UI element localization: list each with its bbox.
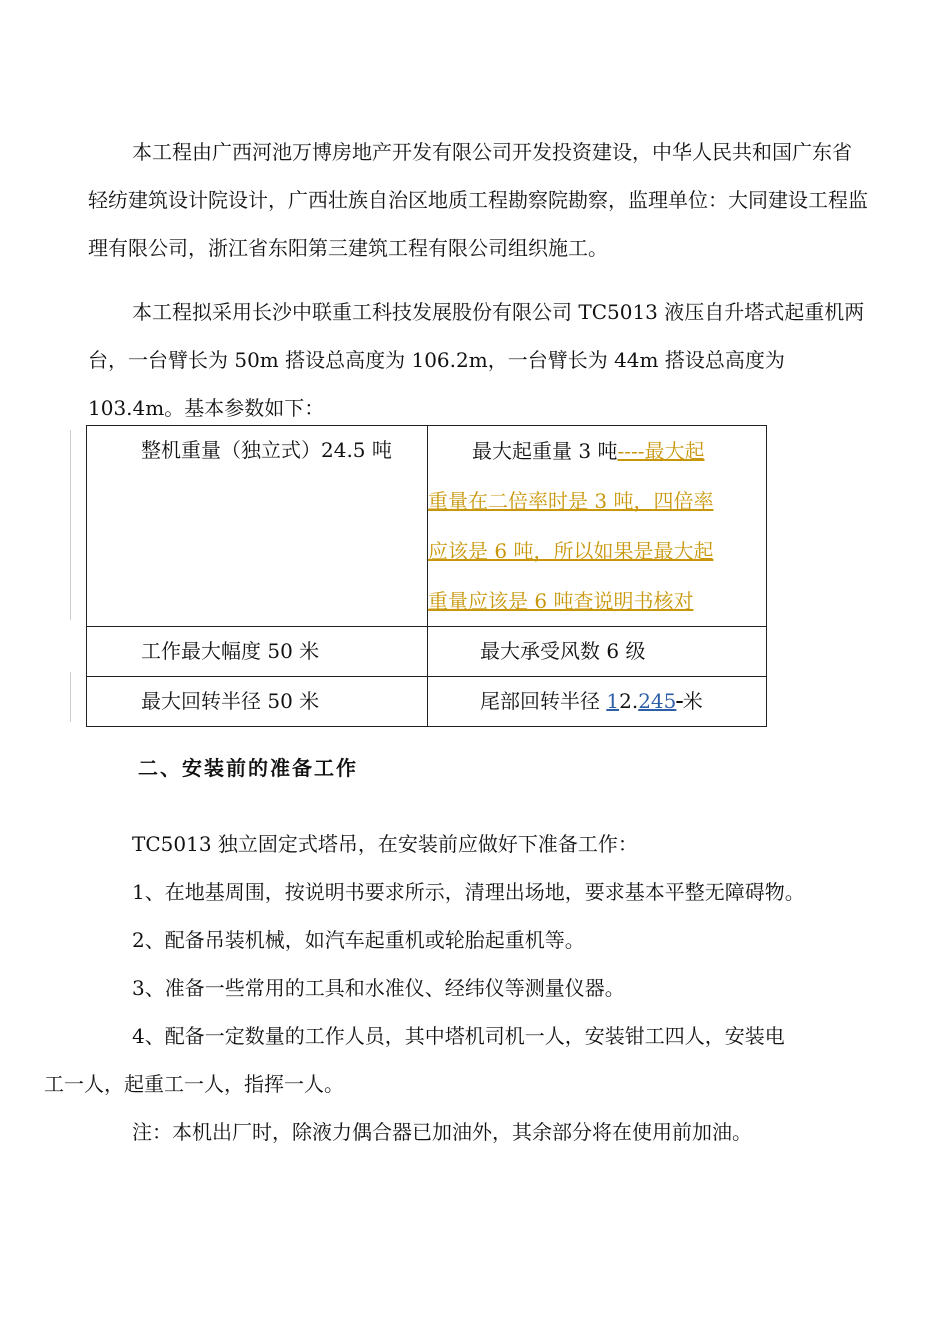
spec-max-radius: 工作最大幅度 50 米 xyxy=(141,639,320,663)
table-cell xyxy=(428,627,767,677)
revision-comment: 重量在二倍率时是 3 吨，四倍率 xyxy=(428,489,714,513)
spec-wind: 最大承受风数 6 级 xyxy=(480,639,646,663)
table-cell xyxy=(428,426,767,627)
body-line: 注：本机出厂时，除液力偶合器已加油外，其余部分将在使用前加油。 xyxy=(132,1120,752,1144)
spec-table xyxy=(86,425,767,727)
table-row xyxy=(87,627,767,677)
table-cell xyxy=(87,627,428,677)
body-line: 工一人，起重工一人，指挥一人。 xyxy=(44,1072,344,1096)
spec-max-load-line xyxy=(428,426,766,476)
intro-paragraph-1: 本工程由广西河池万博房地产开发有限公司开发投资建设，中华人民共和国广东省轻纺建筑设计院设计，广西壮族自治区地质工程勘察院勘察，监理单位：大同建设工程监理有限公司，浙江省东阳第三建筑工程有限公司组织施工。 xyxy=(88,140,868,260)
body-line: 3、准备一些常用的工具和水准仪、经纬仪等测量仪器。 xyxy=(132,976,625,1000)
revision-bar xyxy=(70,672,71,722)
revision-bar xyxy=(70,430,71,620)
value-text: 2. xyxy=(619,689,639,713)
table-row xyxy=(87,677,767,727)
body-line: 1、在地基周围，按说明书要求所示，清理出场地，要求基本平整无障碍物。 xyxy=(132,880,805,904)
spec-max-load: 最大起重量 3 吨 xyxy=(472,439,618,463)
revision-comment: 应该是 6 吨，所以如果是最大起 xyxy=(428,539,714,563)
body-line: TC5013 独立固定式塔吊，在安装前应做好下准备工作： xyxy=(132,832,638,856)
table-cell xyxy=(87,677,428,727)
spec-weight: 整机重量（独立式）24.5 吨 xyxy=(141,438,392,462)
revision-insert: 1 xyxy=(606,689,620,713)
body-line: 4、配备一定数量的工作人员，其中塔机司机一人，安装钳工四人，安装电 xyxy=(132,1024,785,1048)
spec-tail-radius xyxy=(428,677,766,726)
section-heading: 二、安装前的准备工作 xyxy=(138,756,358,780)
table-cell xyxy=(428,677,767,727)
spec-slew-radius: 最大回转半径 50 米 xyxy=(141,689,320,713)
intro-paragraph-2: 本工程拟采用长沙中联重工科技发展股份有限公司 TC5013 液压自升塔式起重机两台，一台臂长为 50m 搭设总高度为 106.2m，一台臂长为 44m 搭设总高度为 103.4m。基本参数如下： xyxy=(88,300,865,420)
body-line: 2、配备吊装机械，如汽车起重机或轮胎起重机等。 xyxy=(132,928,585,952)
revision-comment: ----最大起 xyxy=(617,439,705,463)
revision-comment: 重量应该是 6 吨查说明书核对 xyxy=(428,589,694,613)
revision-insert: 245 xyxy=(638,689,677,713)
table-cell xyxy=(87,426,428,627)
section2-body xyxy=(44,820,868,1156)
unit-text: 米 xyxy=(682,689,703,713)
label-text: 尾部回转半径 xyxy=(480,689,607,713)
table-row xyxy=(87,426,767,627)
